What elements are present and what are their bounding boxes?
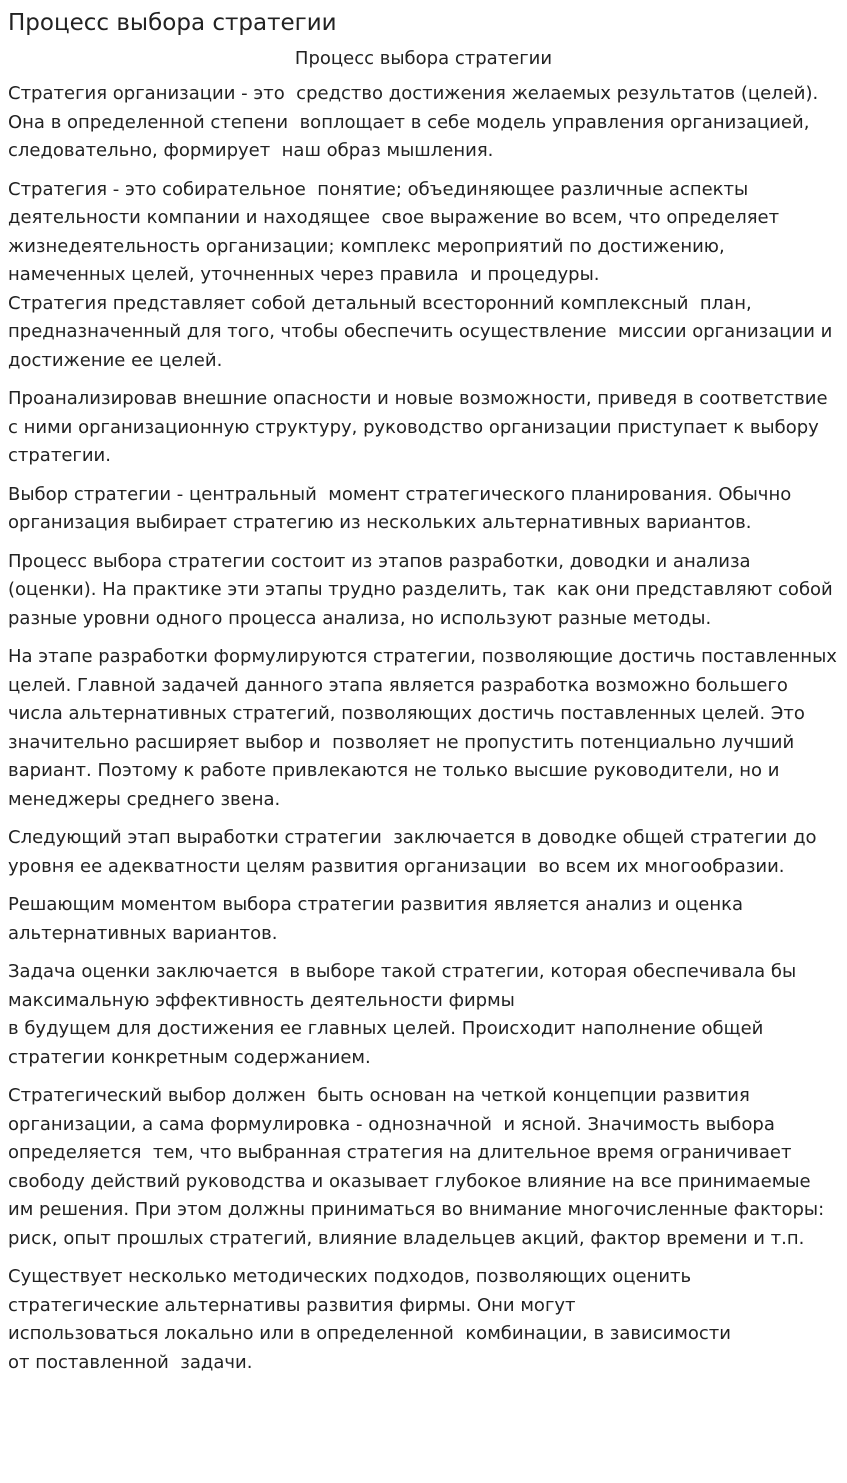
- paragraph: Стратегия - это собирательное понятие; объединяющее различные аспекты деятельности компании и находящее свое выражение во всем, что определяет жизнедеятельность организации; комплекс мероприятий по достижению, намеченных целей, уточненных через правила и процедуры. Стратегия представляет собой детальный всесторонний комплексный план, предназначенный для того, чтобы обеспечить осуществление миссии организации и достижение ее целей.: [8, 178, 833, 371]
- article-body: [8, 80, 843, 1377]
- paragraph: Стратегия организации - это средство достижения желаемых результатов (целей). Она в определенной степени воплощает в себе модель управления организацией, следовательно, формирует наш образ мышления.: [8, 83, 824, 161]
- paragraph: Решающим моментом выбора стратегии развития является анализ и оценка альтернативных вариантов.: [8, 894, 749, 944]
- paragraph: Следующий этап выработки стратегии заключается в доводке общей стратегии до уровня ее адекватности целям развития организации во всем их многообразии.: [8, 827, 823, 877]
- page-title: Процесс выбора стратегии: [8, 10, 337, 36]
- article-heading: Процесс выбора стратегии: [294, 48, 553, 69]
- paragraph: Проанализировав внешние опасности и новые возможности, приведя в соответствие с ними организационную структуру, руководство организации приступает к выбору стратегии.: [8, 388, 834, 466]
- paragraph: Выбор стратегии - центральный момент стратегического планирования. Обычно организация выбирает стратегию из нескольких альтернативных вариантов.: [8, 483, 797, 533]
- paragraph: Стратегический выбор должен быть основан на четкой концепции развития организации, а сама формулировка - однозначной и ясной. Значимость выбора определяется тем, что выбранная стратегия на длительное время ограничивает свободу действий руководства и оказывает глубокое влияние на все принимаемые им решения. При этом должны приниматься во внимание многочисленные факторы: риск, опыт прошлых стратегий, влияние владельцев акций, фактор времени и т.п.: [8, 1085, 830, 1249]
- paragraph: Существует несколько методических подходов, позволяющих оценить стратегические альтернативы развития фирмы. Они могут использоваться локально или в определенной комбинации, в зависимости от поставленной задачи.: [8, 1266, 731, 1373]
- paragraph: Задача оценки заключается в выборе такой стратегии, которая обеспечивала бы максимальную эффективность деятельности фирмы в будущем для достижения ее главных целей. Происходит наполнение общей стратегии конкретным содержанием.: [8, 961, 797, 1068]
- paragraph: Процесс выбора стратегии состоит из этапов разработки, доводки и анализа (оценки). На практике эти этапы трудно разделить, так как они представляют собой разные уровни одного процесса анализа, но используют разные методы.: [8, 550, 839, 629]
- paragraph: На этапе разработки формулируются стратегии, позволяющие достичь поставленных целей. Главной задачей данного этапа является разработка возможно большего числа альтернативных стратегий, позволяющих достичь поставленных целей. Это значительно расширяет выбор и позволяет не пропустить потенциально лучший вариант. Поэтому к работе привлекаются не только высшие руководители, но и менеджеры среднего звена.: [8, 646, 843, 810]
